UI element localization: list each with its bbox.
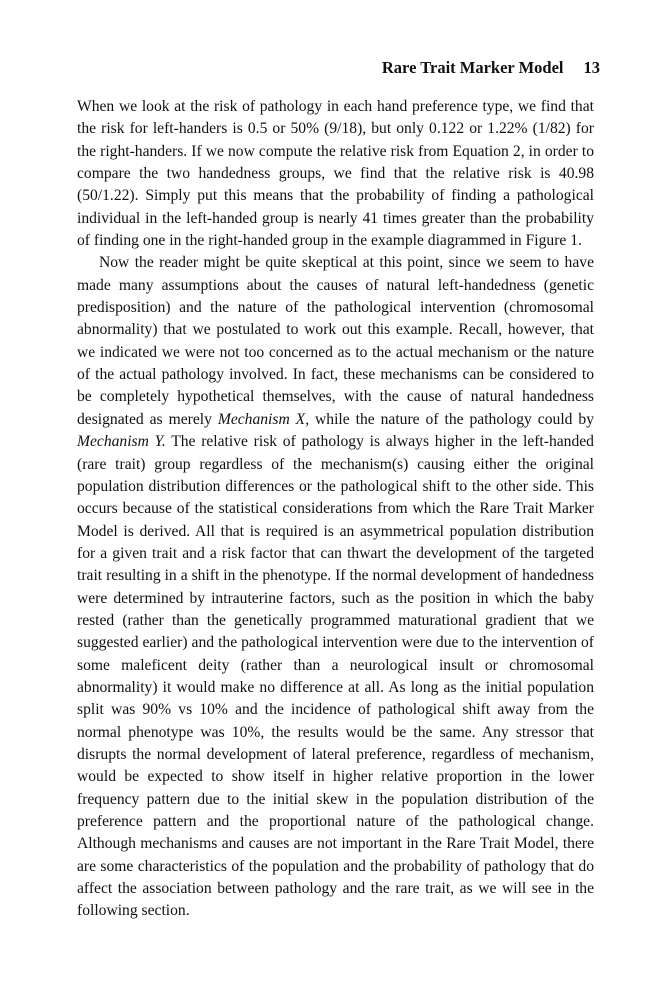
paragraph-text: while the nature of the pathology could by: [309, 410, 594, 428]
running-head: [382, 58, 600, 78]
paragraph: [77, 252, 594, 922]
italic-term: Mechanism X,: [217, 410, 310, 428]
body-text: [77, 96, 594, 923]
paragraph-text: When we look at the risk of pathology in each hand preference type, we find that the risk for left-handers is 0.5 or 50% (9/18), but only 0.122 or 1.22% (1/82) for the right-handers. If we now compute the relative risk from Equation 2, in order to compare the two handedness groups, we find that the relative risk is 40.98 (50/1.22). Simply put this means that the probability of finding a pathological individual in the left-handed group is nearly 41 times greater than the probability of finding one in the right-handed group in the example diagrammed in Figure 1.: [77, 98, 594, 250]
page-number: 13: [583, 58, 600, 77]
paragraph-text: The relative risk of pathology is always higher in the left-handed (rare trait) group regardless of the mechanism(s) causing either the original population distribution differences or the pathological shift to the other side. This occurs because of the statistical considerations from which the Rare Trait Marker Model is derived. All that is required is an asymmetrical population distribution for a given trait and a risk factor that can thwart the development of the targeted trait resulting in a shift in the phenotype. If the normal development of handedness were determined by intrauterine factors, such as the position in which the baby rested (rather than the genetically programmed maturational gradient that we suggested earlier) and the pathological intervention were due to the intervention of some maleficent deity (rather than a neurological insult or chromosomal abnormality) it would make no difference at all. As long as the initial population split was 90% vs 10% and the incidence of pathological shift away from the normal phenotype was 10%, the results would be the same. Any stressor that disrupts the normal development of lateral preference, regardless of mechanism, would be expected to show itself in higher relative proportion in the lower frequency pattern due to the initial skew in the population distribution of the preference pattern and the proportional nature of the pathological change. Although mechanisms and causes are not important in the Rare Trait Model, there are some characteristics of the population and the probability of pathology that do affect the association between pathology and the rare trait, as we will see in the following section.: [77, 433, 594, 920]
running-title: Rare Trait Marker Model: [381, 58, 564, 77]
paragraph-text: Now the reader might be quite skeptical at this point, since we seem to have made many assumptions about the causes of natural left-handedness (genetic predisposition) and the nature of the pathological intervention (chromosomal abnormality) that we postulated to work out this example. Recall, however, that we indicated we were not too concerned as to the actual mechanism or the nature of the actual pathology involved. In fact, these mechanisms can be considered to be completely hypothetical themselves, with the cause of natural handedness designated as merely: [77, 254, 594, 428]
paragraph: [77, 96, 594, 252]
italic-term: Mechanism Y.: [77, 433, 166, 451]
